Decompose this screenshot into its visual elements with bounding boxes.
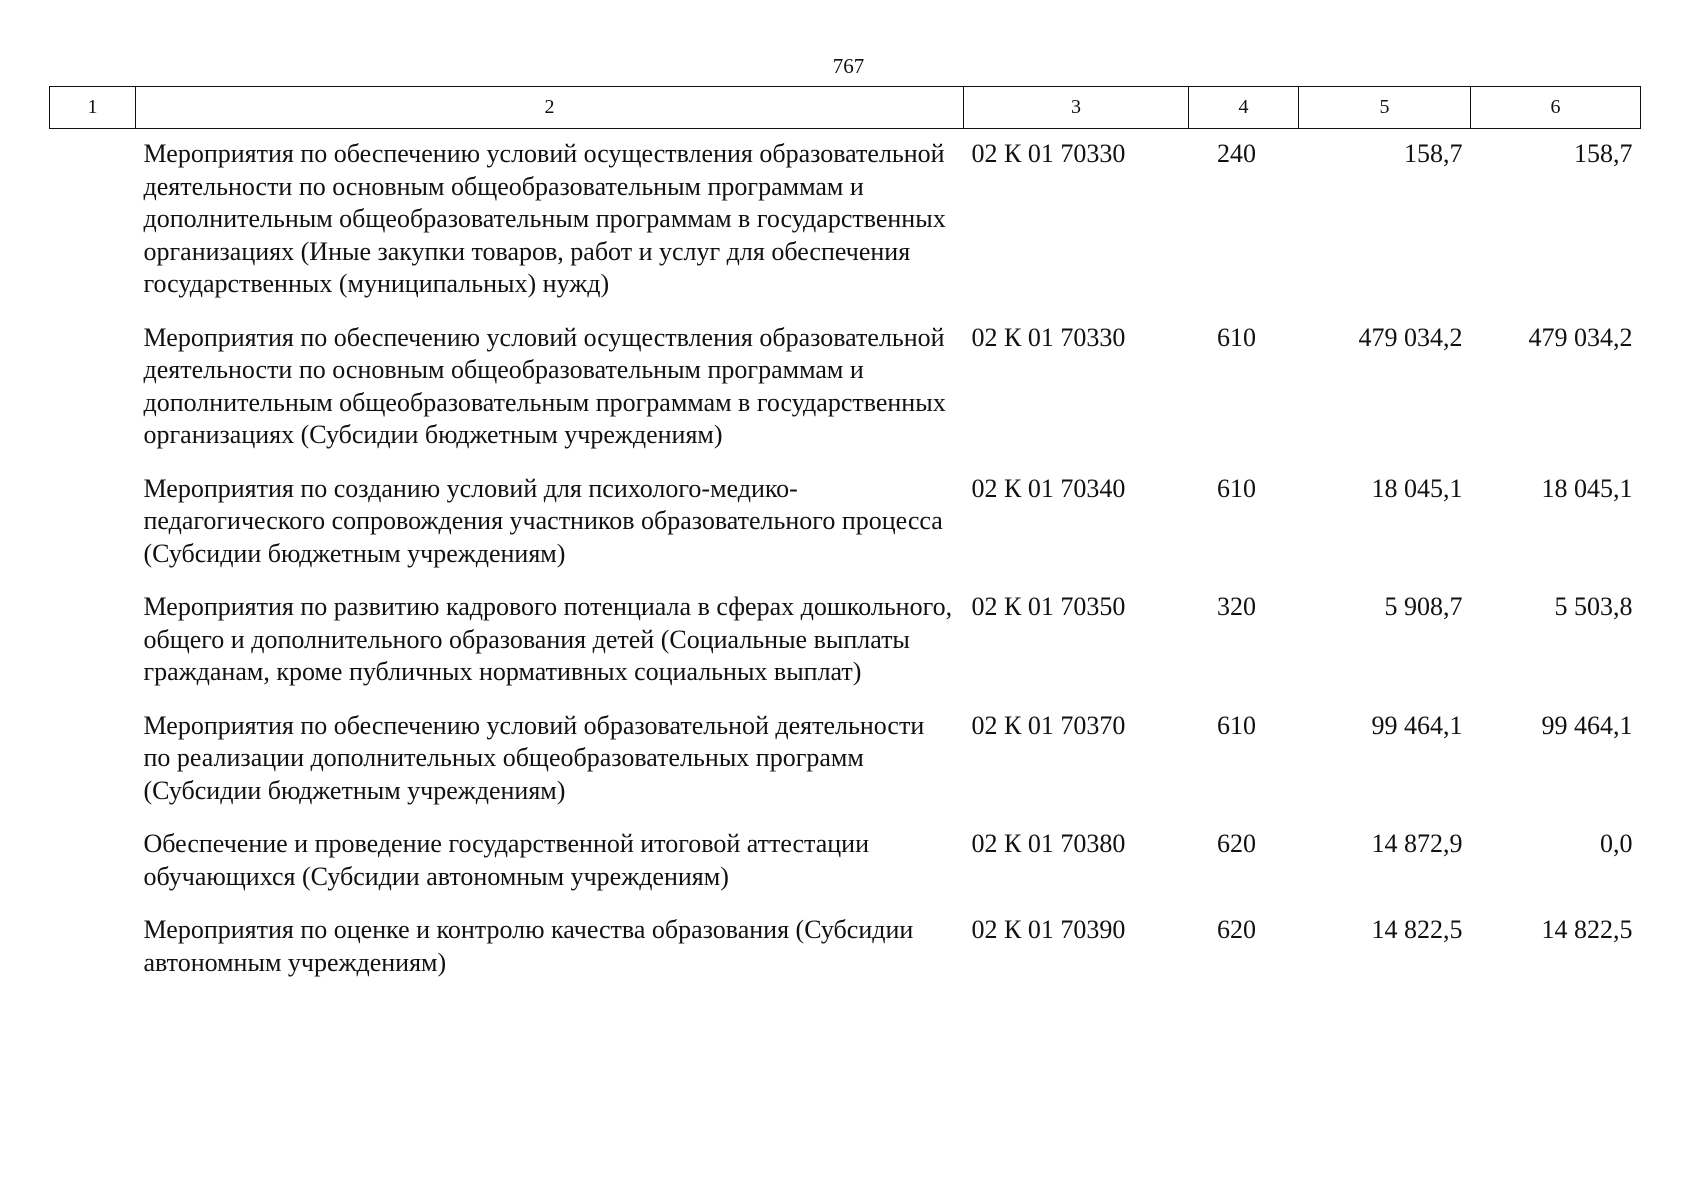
row-amount-1: 479 034,2 (1358, 322, 1463, 352)
column-number-header (50, 87, 1641, 129)
row-description: Мероприятия по обеспечению условий осуществления образовательной деятельности по основным общеобразовательным программам и дополнительным общеобразовательным программам в государственных организациях (Иные закупки товаров, работ и услуг для обеспечения государственных (муниципальных) нужд) (143, 139, 946, 298)
table-row (50, 819, 1641, 905)
row-expense-type: 610 (1217, 322, 1256, 352)
row-amount-2: 99 464,1 (1541, 710, 1633, 740)
page-number: 767 (832, 54, 865, 78)
table-row (50, 313, 1641, 464)
row-target-code: 02 К 01 70330 (971, 322, 1126, 352)
row-expense-type: 320 (1217, 592, 1256, 621)
row-expense-type: 620 (1217, 915, 1256, 944)
empty-cell (50, 582, 136, 701)
row-expense-type: 610 (1217, 710, 1256, 740)
row-amount-2: 5 503,8 (1554, 592, 1633, 621)
column-header-2: 2 (136, 87, 964, 129)
row-description: Обеспечение и проведение государственной итоговой аттестации обучающихся (Субсидии автономным учреждениям) (143, 829, 870, 891)
row-amount-1: 14 872,9 (1371, 829, 1463, 858)
row-target-code: 02 К 01 70390 (971, 915, 1126, 944)
row-expense-type: 620 (1217, 829, 1256, 858)
row-expense-type: 610 (1217, 473, 1256, 503)
row-amount-2: 18 045,1 (1541, 473, 1633, 503)
column-header-6: 6 (1471, 87, 1641, 129)
budget-table (49, 86, 1641, 991)
column-header-5: 5 (1299, 87, 1471, 129)
row-expense-type: 240 (1217, 139, 1256, 168)
table-row (50, 464, 1641, 583)
table-row (50, 905, 1641, 991)
row-description: Мероприятия по обеспечению условий образовательной деятельности по реализации дополнительных общеобразовательных программ (Субсидии бюджетным учреждениям) (143, 710, 925, 805)
row-target-code: 02 К 01 70330 (971, 139, 1126, 168)
empty-cell (50, 464, 136, 583)
table-row (50, 129, 1641, 313)
empty-cell (50, 819, 136, 905)
row-description: Мероприятия по обеспечению условий осуществления образовательной деятельности по основным общеобразовательным программам и дополнительным общеобразовательным программам в государственных организациях (Субсидии бюджетным учреждениям) (143, 322, 946, 449)
empty-cell (50, 905, 136, 991)
row-amount-1: 14 822,5 (1371, 915, 1463, 944)
row-target-code: 02 К 01 70370 (971, 710, 1126, 740)
empty-cell (50, 313, 136, 464)
column-header-4: 4 (1189, 87, 1299, 129)
empty-cell (50, 129, 136, 313)
row-amount-1: 18 045,1 (1371, 473, 1463, 503)
row-amount-1: 5 908,7 (1384, 592, 1463, 621)
row-description: Мероприятия по развитию кадрового потенциала в сферах дошкольного, общего и дополнительного образования детей (Социальные выплаты гражданам, кроме публичных нормативных социальных выплат) (143, 592, 953, 686)
table-row (50, 701, 1641, 820)
row-target-code: 02 К 01 70340 (971, 473, 1126, 503)
column-header-3: 3 (964, 87, 1189, 129)
row-target-code: 02 К 01 70350 (971, 592, 1126, 621)
table-row (50, 582, 1641, 701)
column-header-1: 1 (50, 87, 136, 129)
row-amount-2: 0,0 (1600, 829, 1633, 858)
empty-cell (50, 701, 136, 820)
row-amount-2: 158,7 (1574, 139, 1633, 168)
row-amount-2: 479 034,2 (1528, 322, 1633, 352)
row-description: Мероприятия по оценке и контролю качества образования (Субсидии автономным учреждениям) (143, 915, 914, 977)
row-amount-1: 158,7 (1404, 139, 1463, 168)
row-amount-1: 99 464,1 (1371, 710, 1463, 740)
row-amount-2: 14 822,5 (1541, 915, 1633, 944)
row-description: Мероприятия по созданию условий для психолого-медико-педагогического сопровождения участников образовательного процесса (Субсидии бюджетным учреждениям) (143, 473, 943, 568)
row-target-code: 02 К 01 70380 (971, 829, 1126, 858)
